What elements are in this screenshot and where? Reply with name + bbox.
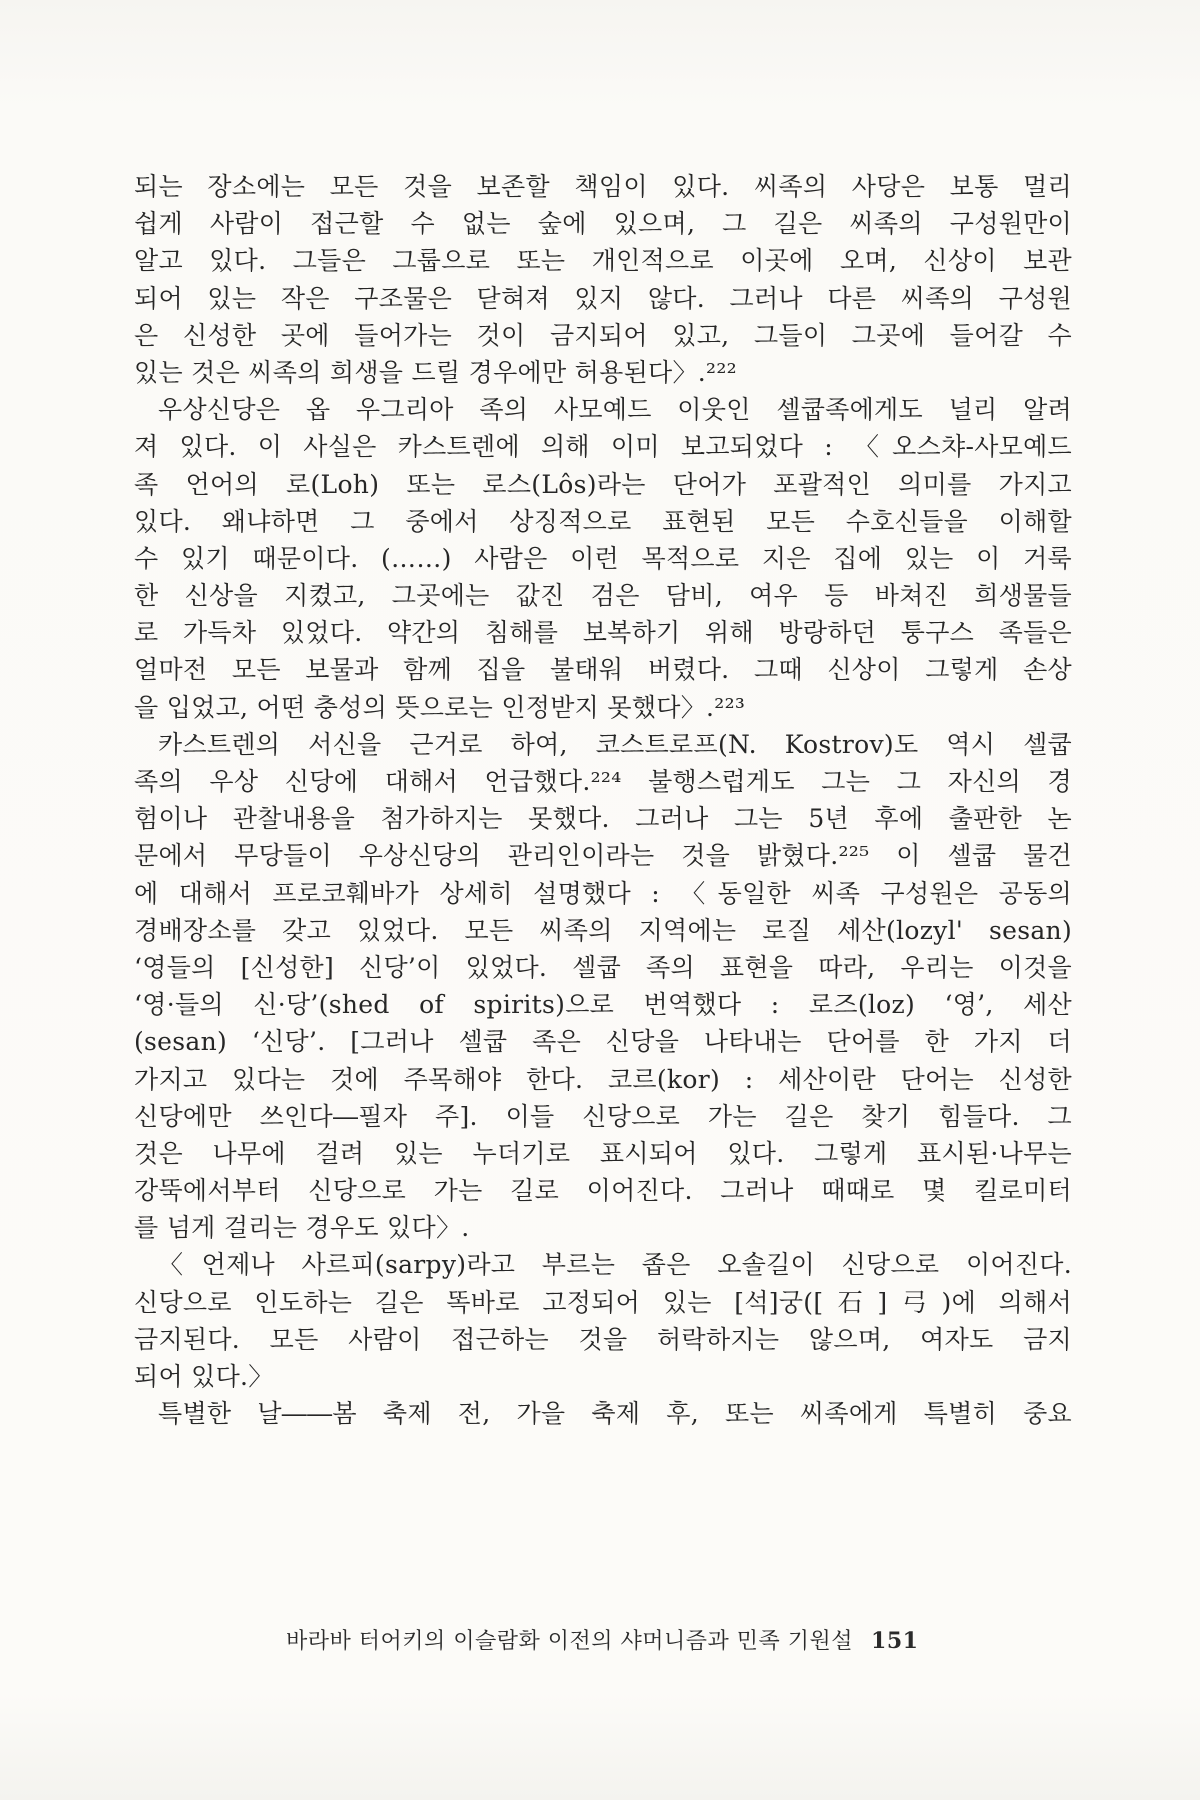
text-line: 를 넘게 걸리는 경우도 있다〉. [134, 1213, 470, 1243]
text-line: 에 대해서 프로코훼바가 상세히 설명했다 : 〈동일한 씨족 구성원은 공동의 [134, 878, 1072, 908]
text-line: 되는 장소에는 모든 것을 보존할 책임이 있다. 씨족의 사당은 보통 멀리 [134, 172, 1072, 201]
text-line: 수 있기 때문이다. (……) 사람은 이런 목적으로 지은 집에 있는 이 거룩 [134, 543, 1072, 573]
paragraph-start-line: 특별한 날――봄 축제 전, 가을 축제 후, 또는 씨족에게 특별히 중요 [158, 1399, 1072, 1429]
text-line: 로 가득차 있었다. 약간의 침해를 보복하기 위해 방랑하던 퉁구스 족들은 [134, 618, 1072, 648]
text-line: 져 있다. 이 사실은 카스트렌에 의해 이미 보고되었다 : 〈오스챠-사모예드 [134, 432, 1072, 462]
text-line: 금지된다. 모든 사람이 접근하는 것을 허락하지는 않으며, 여자도 금지 [134, 1324, 1072, 1354]
text-line: 신당에만 쓰인다―필자 주]. 이들 신당으로 가는 길은 찾기 힘들다. 그 [134, 1101, 1072, 1131]
text-line: 되어 있는 작은 구조물은 닫혀져 있지 않다. 그러나 다른 씨족의 구성원 [134, 283, 1072, 313]
text-line: 되어 있다.〉 [134, 1362, 274, 1391]
text-line: 문에서 무당들이 우상신당의 관리인이라는 것을 밝혔다.²²⁵ 이 셀쿱 물건 [134, 841, 1072, 871]
text-line: 있는 것은 씨족의 희생을 드릴 경우에만 허용된다〉.²²² [134, 357, 737, 387]
text-line: ‘영·들의 신·당’(shed of spirits)으로 번역했다 : 로즈(loz) ‘영’, 세산 [134, 990, 1072, 1020]
body-text [134, 168, 1072, 1432]
page-number: 151 [871, 1628, 919, 1654]
text-line: 쉽게 사람이 접근할 수 없는 숲에 있으며, 그 길은 씨족의 구성원만이 [134, 209, 1072, 239]
text-line: 가지고 있다는 것에 주목해야 한다. 코르(kor) : 세산이란 단어는 신성한 [134, 1064, 1072, 1094]
text-line: 신당으로 인도하는 길은 똑바로 고정되어 있는 [석]궁([石]弓)에 의해서 [134, 1287, 1072, 1317]
text-line: 경배장소를 갖고 있었다. 모든 씨족의 지역에는 로질 세산(lozyl' sesan) [134, 915, 1072, 945]
paragraph-start-line: 〈언제나 사르피(sarpy)라고 부르는 좁은 오솔길이 신당으로 이어진다. [158, 1250, 1072, 1280]
text-line: 족의 우상 신당에 대해서 언급했다.²²⁴ 불행스럽게도 그는 그 자신의 경 [134, 767, 1072, 796]
text-line: (sesan) ‘신당’. [그러나 셀쿱 족은 신당을 나타내는 단어를 한 가지 더 [134, 1027, 1072, 1057]
text-line: 은 신성한 곳에 들어가는 것이 금지되어 있고, 그들이 그곳에 들어갈 수 [134, 320, 1072, 350]
text-line: 족 언어의 로(Loh) 또는 로스(Lôs)라는 단어가 포괄적인 의미를 가지고 [134, 469, 1072, 499]
paragraph-start-line: 카스트렌의 서신을 근거로 하여, 코스트로프(N. Kostrov)도 역시 셀쿱 [158, 729, 1072, 759]
running-title: 바라바 터어키의 이슬람화 이전의 샤머니즘과 민족 기원설 [286, 1629, 854, 1654]
text-line: 을 입었고, 어떤 충성의 뜻으로는 인정받지 못했다〉.²²³ [134, 692, 746, 722]
text-line: 한 신상을 지켰고, 그곳에는 값진 검은 담비, 여우 등 바쳐진 희생물들 [134, 581, 1072, 611]
paragraph-start-line: 우상신당은 옵 우그리아 족의 사모예드 이웃인 셀쿱족에게도 널리 알려 [158, 395, 1072, 425]
text-line: 것은 나무에 걸려 있는 누더기로 표시되어 있다. 그렇게 표시된·나무는 [134, 1138, 1072, 1168]
text-line: 있다. 왜냐하면 그 중에서 상징적으로 표현된 모든 수호신들을 이해할 [134, 506, 1072, 536]
text-line: ‘영들의 [신성한] 신당’이 있었다. 셀쿱 족의 표현을 따라, 우리는 이것을 [134, 952, 1072, 982]
text-line: 강뚝에서부터 신당으로 가는 길로 이어진다. 그러나 때때로 몇 킬로미터 [134, 1176, 1072, 1206]
text-line: 험이나 관찰내용을 첨가하지는 못했다. 그러나 그는 5년 후에 출판한 논 [134, 804, 1072, 834]
text-line: 알고 있다. 그들은 그룹으로 또는 개인적으로 이곳에 오며, 신상이 보관 [134, 246, 1072, 276]
text-line: 얼마전 모든 보물과 함께 집을 불태워 버렸다. 그때 신상이 그렇게 손상 [134, 655, 1072, 685]
running-footer [286, 1624, 1006, 1655]
